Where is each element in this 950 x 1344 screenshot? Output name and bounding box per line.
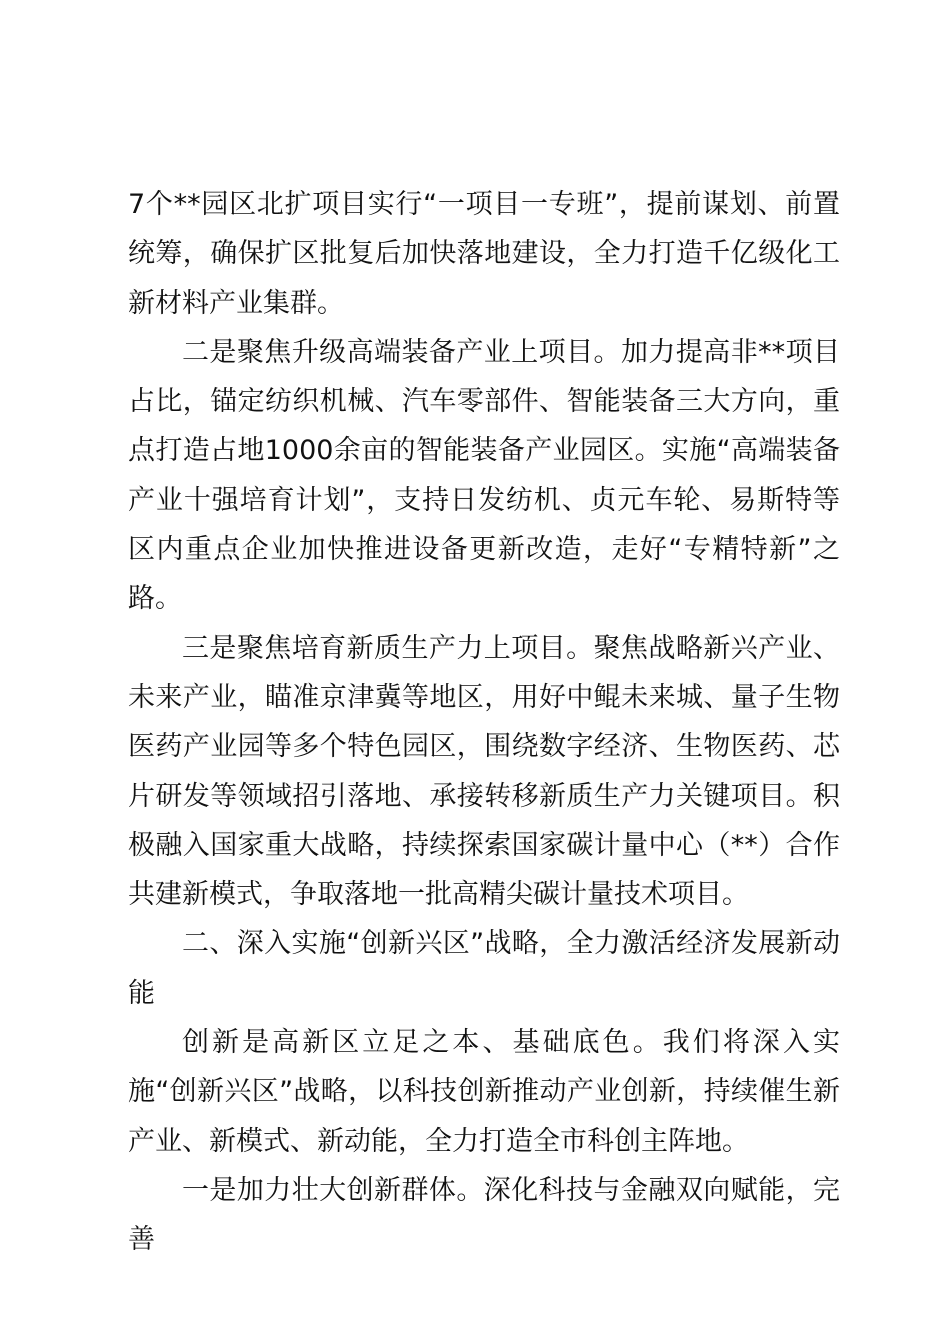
section-heading-innovation: 二、深入实施“创新兴区”战略，全力激活经济发展新动能 (128, 928, 840, 1009)
paragraph-new-productivity: 三是聚焦培育新质生产力上项目。聚焦战略新兴产业、未来产业，瞄准京津冀等地区，用好中鲲未来城、量子生物医药产业园等多个特色园区，围绕数字经济、生物医药、芯片研发等领域招引落地、承接转移新质生产力关键项目。积极融入国家重大战略，持续探索国家碳计量中心（**）合作共建新模式，争取落地一批高精尖碳计量技术项目。 (128, 632, 840, 911)
document-body (128, 180, 840, 1265)
paragraph-innovation-intro: 创新是高新区立足之本、基础底色。我们将深入实施“创新兴区”战略，以科技创新推动产业创新，持续催生新产业、新模式、新动能，全力打造全市科创主阵地。 (128, 1027, 840, 1157)
paragraph-innovation-groups: 一是加力壮大创新群体。深化科技与金融双向赋能，完善 (128, 1174, 840, 1256)
paragraph-continuation: 7个**园区北扩项目实行“一项目一专班”，提前谋划、前置统筹，确保扩区批复后加快落地建设，全力打造千亿级化工新材料产业集群。 (128, 189, 840, 319)
paragraph-high-end-equipment: 二是聚焦升级高端装备产业上项目。加力提高非**项目占比，锚定纺织机械、汽车零部件、智能装备三大方向，重点打造占地1000余亩的智能装备产业园区。实施“高端装备产业十强培育计划”，支持日发纺机、贞元车轮、易斯特等区内重点企业加快推进设备更新改造，走好“专精特新”之路。 (128, 336, 840, 615)
